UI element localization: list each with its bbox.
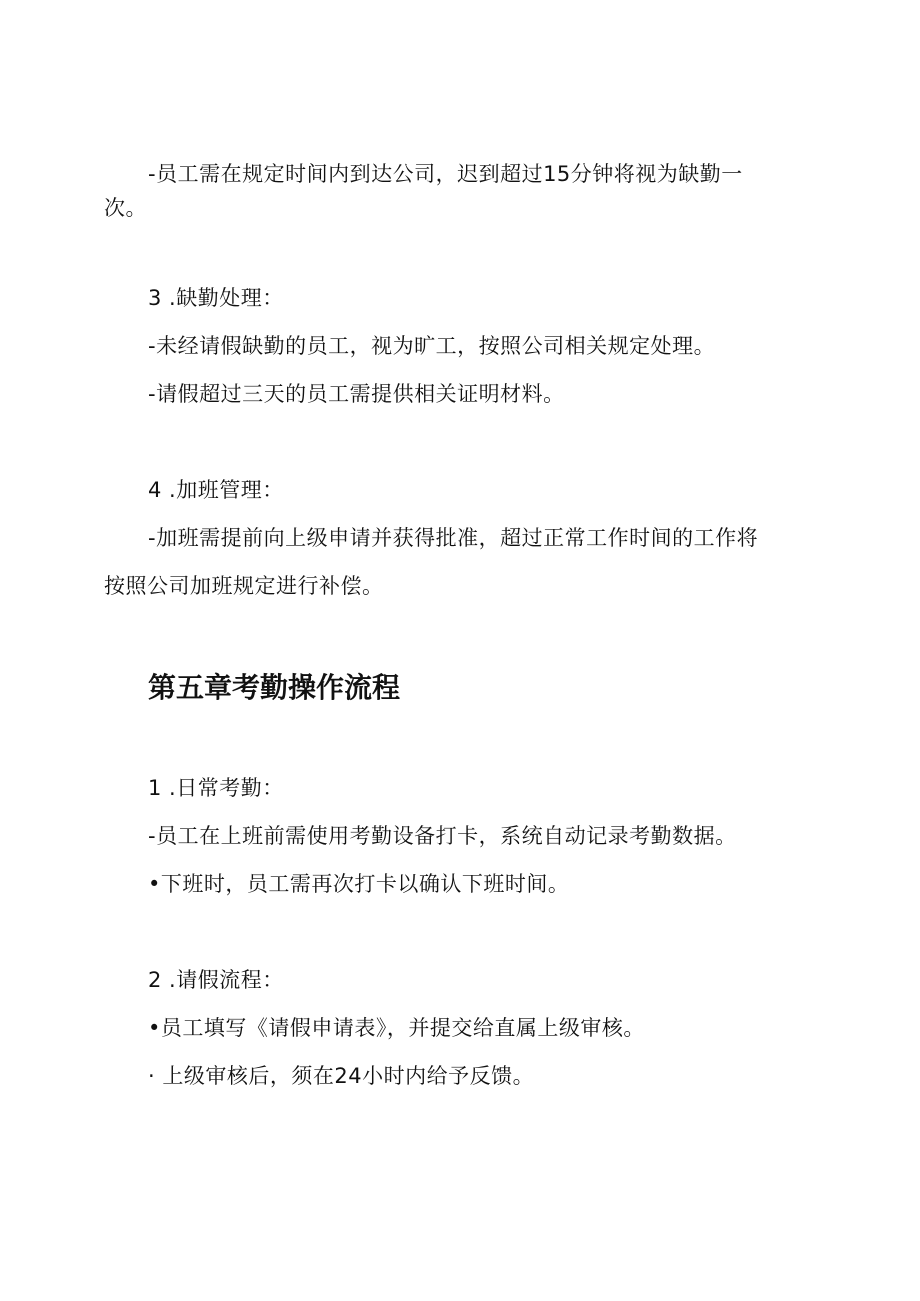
absence-item-proof: -请假超过三天的员工需提供相关证明材料。: [148, 382, 565, 406]
absence-item-unauthorized: -未经请假缺勤的员工，视为旷工，按照公司相关规定处理。: [148, 334, 716, 358]
leave-process-item-form: •员工填写《请假申请表》，并提交给直属上级审核。: [148, 1016, 645, 1040]
section-overtime-title: 4 .加班管理：: [148, 478, 284, 502]
chapter-five-heading: 第五章考勤操作流程: [148, 671, 401, 704]
section-absence-title: 3 .缺勤处理：: [148, 286, 284, 310]
paragraph-late-rule-line2: 次。: [104, 196, 147, 220]
paragraph-late-rule-line1: -员工需在规定时间内到达公司，迟到超过15分钟将视为缺勤一: [148, 162, 743, 186]
section-daily-attendance-title: 1 .日常考勤：: [148, 776, 284, 800]
daily-attendance-item-clock-in: -员工在上班前需使用考勤设备打卡，系统自动记录考勤数据。: [148, 824, 737, 848]
overtime-item-line1: -加班需提前向上级申请并获得批准，超过正常工作时间的工作将: [148, 526, 759, 550]
section-leave-process-title: 2 .请假流程：: [148, 968, 284, 992]
overtime-item-line2: 按照公司加班规定进行补偿。: [104, 574, 384, 598]
daily-attendance-item-clock-out: •下班时，员工需再次打卡以确认下班时间。: [148, 872, 570, 896]
leave-process-item-feedback: · 上级审核后，须在24小时内给予反馈。: [148, 1064, 535, 1088]
